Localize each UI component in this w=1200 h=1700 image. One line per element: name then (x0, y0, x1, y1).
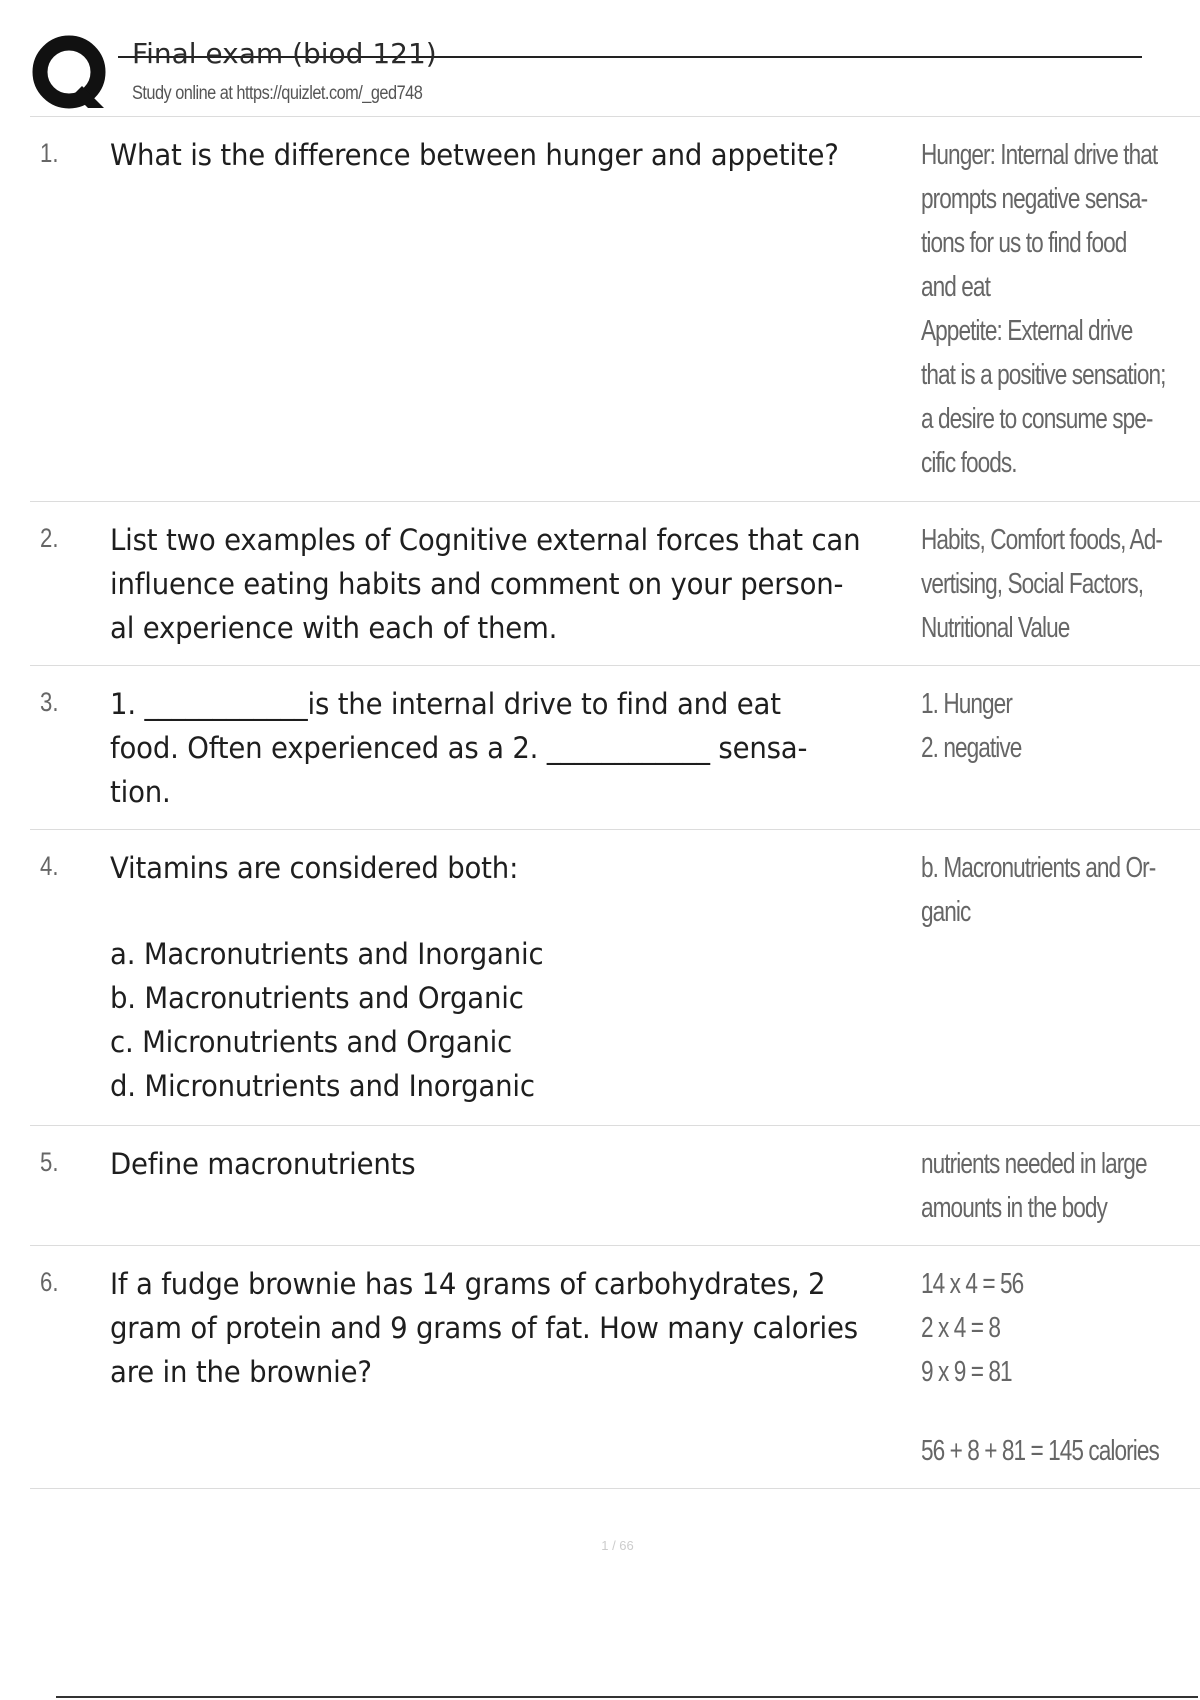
question-line: What is the difference between hunger and appetite? (110, 138, 839, 172)
answer-line: Hunger: Internal drive that (921, 139, 1158, 171)
answer-total: 56 + 8 + 81 = 145 calories (921, 1435, 1159, 1467)
flashcard-2 (30, 501, 1200, 665)
option-a: a. Macronutrients and Inorganic (110, 937, 544, 971)
page-header (0, 0, 1200, 118)
answer-line: 9 x 9 = 81 (921, 1356, 1012, 1388)
card-answer (921, 518, 1171, 650)
card-number: 3. (40, 687, 59, 717)
flashcard-4 (30, 829, 1200, 1125)
flashcard-list (30, 116, 1200, 1489)
answer-options (110, 932, 908, 1108)
answer-line: amounts in the body (921, 1192, 1107, 1224)
card-number: 1. (40, 138, 59, 168)
question-line: List two examples of Cognitive external forces that can (110, 523, 861, 557)
card-question (110, 846, 908, 1108)
option-d: d. Micronutrients and Inorganic (110, 1069, 535, 1103)
flashcard-1 (30, 116, 1200, 501)
answer-line: 1. Hunger (921, 688, 1012, 720)
answer-line: 2. negative (921, 732, 1022, 764)
answer-line: tions for us to find food (921, 227, 1127, 259)
question-line: are in the brownie? (110, 1355, 372, 1389)
answer-line: 14 x 4 = 56 (921, 1268, 1024, 1300)
document-title: Final exam (biod 121) (132, 37, 437, 70)
card-question (110, 133, 908, 177)
answer-line: b. Macronutrients and Or- (921, 852, 1156, 884)
answer-line: Habits, Comfort foods, Ad- (921, 524, 1162, 556)
answer-line: 2 x 4 = 8 (921, 1312, 1000, 1344)
quizlet-logo-icon (30, 34, 112, 114)
card-answer (921, 1142, 1171, 1230)
answer-line: a desire to consume spe- (921, 403, 1153, 435)
page-indicator: 1 / 66 (601, 1538, 634, 1553)
card-number: 5. (40, 1147, 59, 1177)
question-line: influence eating habits and comment on your person- (110, 567, 844, 601)
card-number: 2. (40, 523, 59, 553)
bottom-rule (56, 1696, 1198, 1698)
flashcard-5 (30, 1125, 1200, 1245)
card-question (110, 1262, 908, 1394)
card-answer (921, 682, 1171, 770)
answer-line: Nutritional Value (921, 612, 1070, 644)
question-line: tion. (110, 775, 171, 809)
question-line: gram of protein and 9 grams of fat. How many calories (110, 1311, 858, 1345)
question-line: al experience with each of them. (110, 611, 558, 645)
answer-line: that is a positive sensation; (921, 359, 1166, 391)
flashcard-6 (30, 1245, 1200, 1489)
card-answer (921, 133, 1171, 485)
answer-line: vertising, Social Factors, (921, 568, 1144, 600)
option-c: c. Micronutrients and Organic (110, 1025, 513, 1059)
card-question (110, 1142, 908, 1186)
option-b: b. Macronutrients and Organic (110, 981, 524, 1015)
card-question (110, 518, 908, 650)
answer-line: ganic (921, 896, 971, 928)
card-answer (921, 1262, 1171, 1473)
answer-line: prompts negative sensa- (921, 183, 1148, 215)
question-line: Define macronutrients (110, 1147, 416, 1181)
question-line: 1. ____________is the internal drive to find and eat (110, 687, 781, 721)
answer-line: nutrients needed in large (921, 1148, 1147, 1180)
card-answer (921, 846, 1171, 934)
answer-line: cific foods. (921, 447, 1017, 479)
flashcard-3 (30, 665, 1200, 829)
question-line: Vitamins are considered both: (110, 851, 519, 885)
study-online-link[interactable]: Study online at https://quizlet.com/_ged748 (132, 83, 423, 104)
answer-line: and eat (921, 271, 990, 303)
card-question (110, 682, 908, 814)
card-number: 4. (40, 851, 59, 881)
question-line: If a fudge brownie has 14 grams of carbohydrates, 2 (110, 1267, 826, 1301)
answer-line: Appetite: External drive (921, 315, 1133, 347)
question-line: food. Often experienced as a 2. ____________ sensa- (110, 731, 808, 765)
card-number: 6. (40, 1267, 59, 1297)
